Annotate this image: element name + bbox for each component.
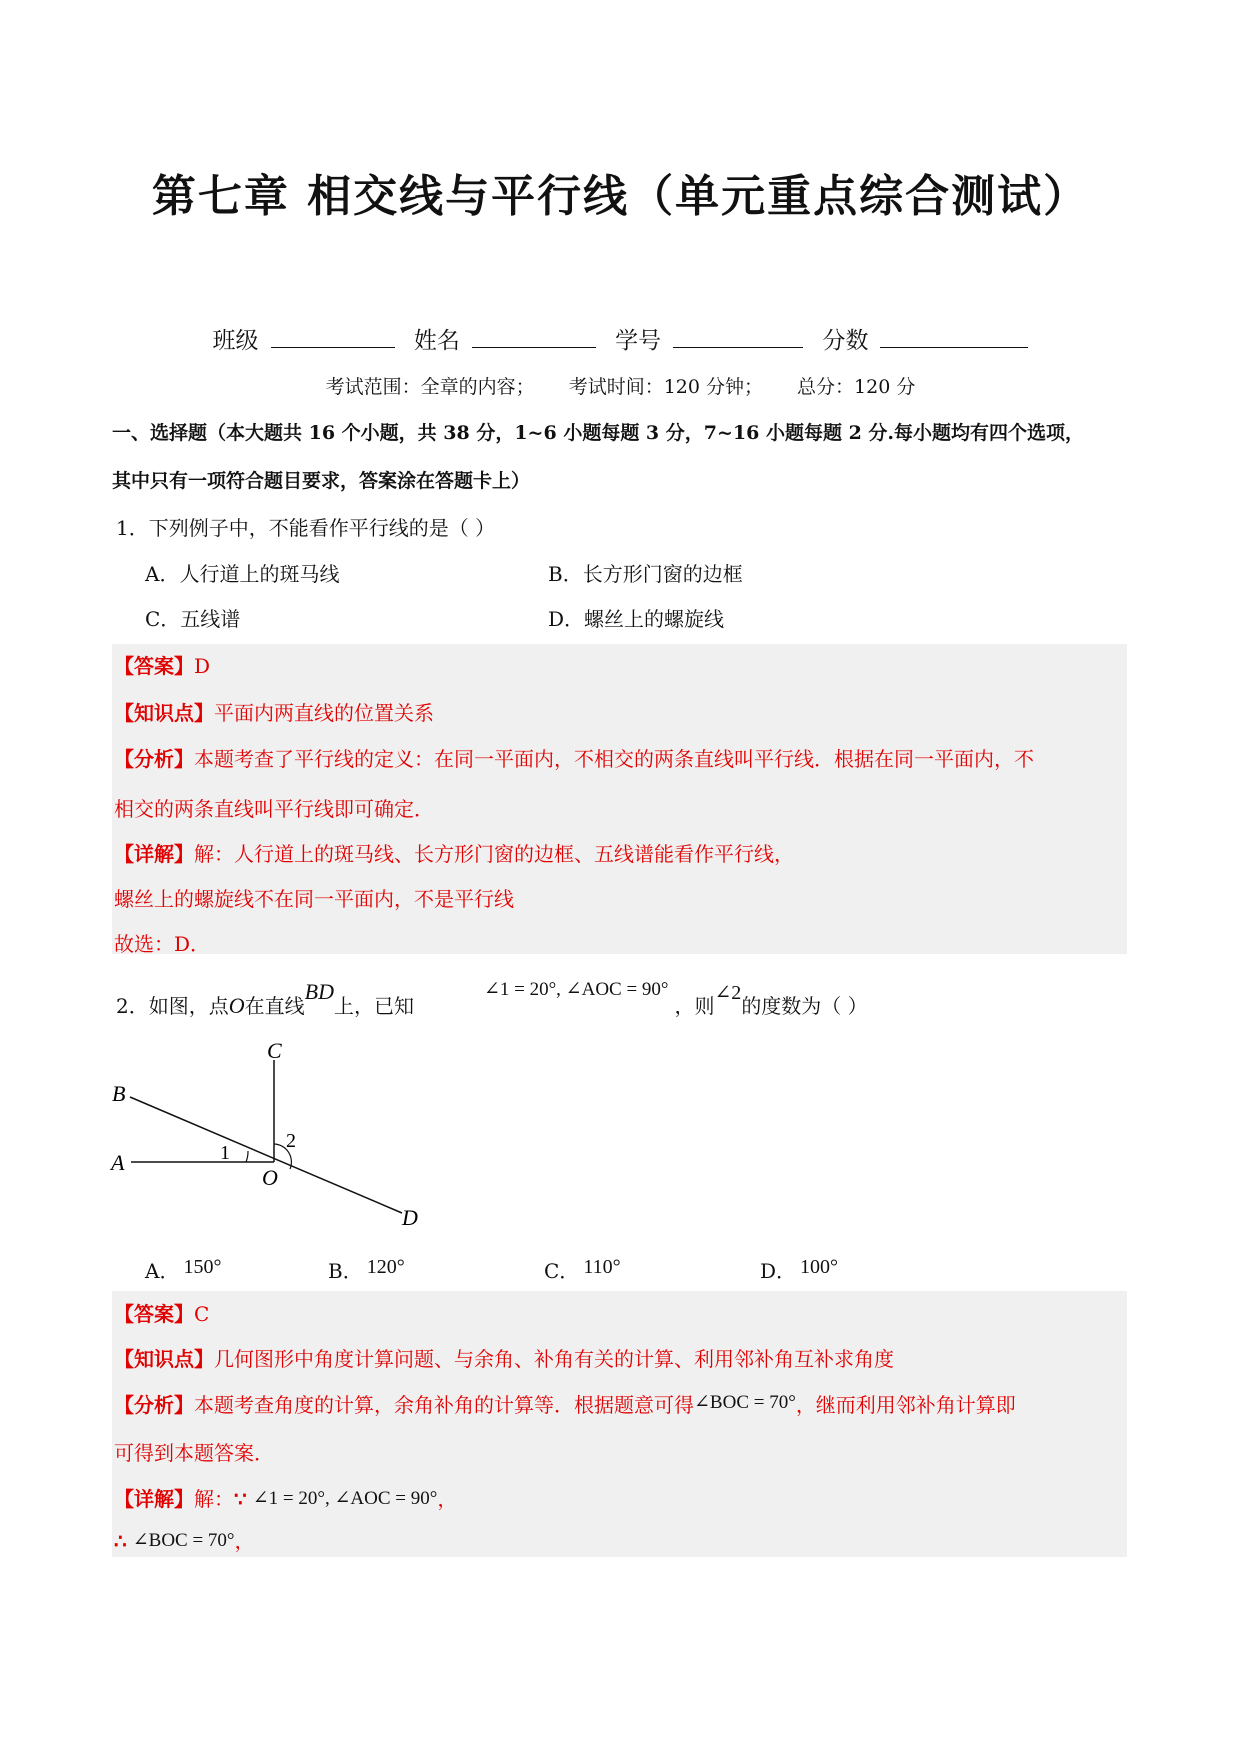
q2-stem: 2．如图，点O在直线BD上，已知∠1 = 20°, ∠AOC = 90°，则∠2的度数为（ ） [116,979,868,1018]
q2-knowledge-point: 【知识点】几何图形中角度计算问题、与余角、补角有关的计算、利用邻补角互补求角度 [114,1347,894,1371]
q1-detail: 【详解】解：人行道上的斑马线、长方形门窗的边框、五线谱能看作平行线， [114,842,794,866]
q1-detail-line2: 螺丝上的螺旋线不在同一平面内，不是平行线 [114,887,514,911]
q1-option-a[interactable]: A．人行道上的斑马线 [145,562,340,586]
section-header-line1: 一、选择题（本大题共 16 个小题，共 38 分，1~6 小题每题 3 分，7~16 小题每题 2 分.每小题均有四个选项， [112,422,1085,444]
angle-1-arc [246,1151,248,1162]
q1-answer: 【答案】D [114,654,211,678]
q2-analysis-cont: 可得到本题答案． [114,1441,274,1465]
q1-analysis-cont: 相交的两条直线叫平行线即可确定． [114,797,434,821]
label-a: A [111,1150,125,1175]
page-title: 第七章 相交线与平行线（单元重点综合测试） [151,171,1090,222]
id-blank[interactable] [673,325,803,348]
label-angle-1: 1 [220,1142,230,1164]
line-bd [130,1097,402,1213]
label-angle-2: 2 [286,1130,296,1152]
label-b: B [112,1081,126,1106]
q2-answer: 【答案】C [114,1302,210,1326]
q2-answer-box [112,1291,1127,1557]
q1-knowledge-point: 【知识点】平面内两直线的位置关系 [114,701,434,725]
q1-option-d[interactable]: D．螺丝上的螺旋线 [548,607,725,631]
q2-answer-value: C [194,1302,210,1326]
section-header-line2: 其中只有一项符合题目要求，答案涂在答题卡上） [112,470,531,492]
exam-range: 考试范围：全章的内容； [325,376,535,398]
exam-total: 总分：120 分 [797,376,916,398]
q1-analysis: 【分析】本题考查了平行线的定义：在同一平面内，不相交的两条直线叫平行线．根据在同一平面内，不 [114,747,1034,771]
class-label: 班级 [212,328,259,354]
q1-option-c[interactable]: C．五线谱 [145,607,241,631]
class-blank[interactable] [271,325,395,348]
q2-option-a[interactable]: A． 150° [145,1256,222,1283]
q2-analysis: 【分析】本题考查角度的计算，余角补角的计算等．根据题意可得∠BOC = 70°，继而利用邻补角计算即 [114,1392,1016,1417]
q2-option-d[interactable]: D． 100° [760,1256,839,1283]
q1-answer-value: D [194,654,211,678]
label-o: O [262,1165,278,1190]
q2-figure [100,1030,460,1230]
student-info-line [0,322,1241,355]
q1-option-b[interactable]: B．长方形门窗的边框 [548,562,743,586]
id-label: 学号 [615,328,662,354]
name-label: 姓名 [413,328,460,354]
score-label: 分数 [822,328,869,354]
q2-option-b[interactable]: B． 120° [328,1256,405,1283]
q2-option-c[interactable]: C． 110° [544,1256,621,1283]
label-d: D [402,1205,418,1230]
q1-stem: 1．下列例子中，不能看作平行线的是（ ） [116,516,496,540]
q1-detail-line3: 故选：D． [114,932,211,956]
label-c: C [267,1038,282,1063]
q2-detail-line2: ∴ ∠BOC = 70°， [114,1529,255,1553]
exam-meta [0,372,1241,399]
name-blank[interactable] [472,325,596,348]
exam-time: 考试时间：120 分钟； [568,376,763,398]
q2-detail: 【详解】解：∵ ∠1 = 20°, ∠AOC = 90°， [114,1487,458,1511]
score-blank[interactable] [880,325,1028,348]
